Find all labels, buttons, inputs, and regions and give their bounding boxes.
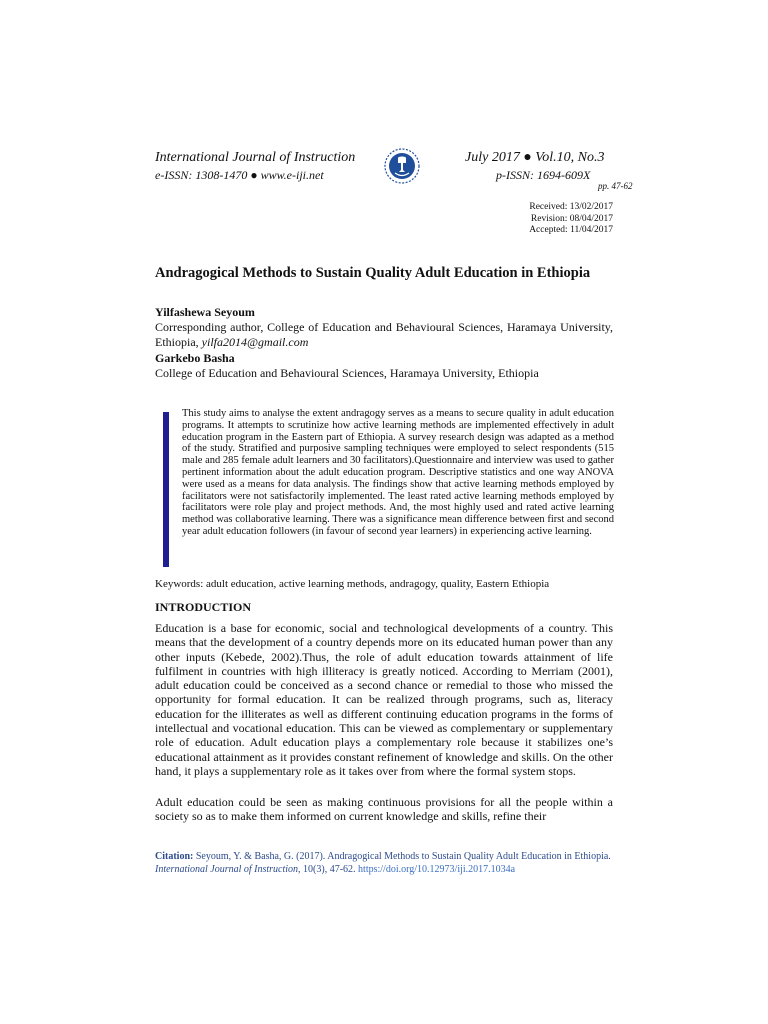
citation-volume: , 10(3), 47-62. bbox=[298, 863, 359, 875]
paper-title: Andragogical Methods to Sustain Quality Adult Education in Ethiopia bbox=[155, 265, 591, 281]
citation-text: Seyoum, Y. & Basha, G. (2017). Andragogical Methods to Sustain Quality Adult Education in Ethiopia. bbox=[193, 851, 611, 862]
journal-pissn: p-ISSN: 1694-609X bbox=[496, 168, 591, 182]
journal-title: International Journal of Instruction bbox=[155, 150, 356, 165]
body-paragraph: Education is a base for economic, social and technological developments of a country. This means that the development of a country depends more on its educated human power than any other inputs (Kebede, 2002).Thus, the role of adult education towards attainment of life fulfilment in countries with high illiteracy is greatly noticed. According to Merriam (2001), adult education could be conceived as a second chance or remedial to those who missed the opportunity for formal education. It can be realized through programs, such as, literacy education for the illiterates as well as different continuing education programs in the forms of intellectual and vocational education. This can be viewed as complementary or supplementary role of education. Adult education plays a complementary role because it stabilizes one’s educational attainment as it provides constant refinement of knowledge and skills. On the other hand, it plays a supplementary role as it takes over from where the formal system stops. bbox=[155, 621, 613, 778]
author-affiliation: College of Education and Behavioural Sciences, Haramaya University, Ethiopia bbox=[155, 366, 539, 380]
citation-doi-link[interactable]: https://doi.org/10.12973/iji.2017.1034a bbox=[358, 863, 516, 875]
author-block-1 bbox=[155, 305, 613, 350]
citation bbox=[155, 851, 615, 876]
citation-label: Citation: bbox=[155, 851, 194, 862]
journal-pages: pp. 47-62 bbox=[598, 181, 633, 191]
author-email[interactable]: yilfa2014@gmail.com bbox=[201, 335, 309, 349]
received-date: Received: 13/02/2017 bbox=[529, 202, 613, 212]
journal-logo-icon bbox=[384, 148, 420, 184]
author-name: Yilfashewa Seyoum bbox=[155, 305, 255, 319]
journal-issue: July 2017 ● Vol.10, No.3 bbox=[465, 150, 605, 165]
keywords: Keywords: adult education, active learning methods, andragogy, quality, Eastern Ethiopia bbox=[155, 578, 550, 590]
abstract-text: This study aims to analyse the extent andragogy serves as a means to secure quality in adult education programs. It attempts to scrutinize how active learning methods are implemented effectively in adult education program in the Eastern part of Ethiopia. A survey research design was adapted as a method of the study. Stratified and purposive sampling techniques were employed to select respondents (515 male and 285 female adult learners and 30 facilitators).Questionnaire and interview was used to gather pertinent information about the adult education program. Descriptive statistics and one way ANOVA were used as a means for data analysis. The findings show that active learning methods employed by facilitators were not satisfactorily implemented. The least rated active learning methods employed by facilitators were role play and project methods. And, the most highly used and rated active learning method was collaborative learning. There was a significance mean difference between first and second year adult education followers (in favour of second year learners) in experiencing active learning. bbox=[182, 408, 614, 537]
revision-date: Revision: 08/04/2017 bbox=[530, 213, 613, 224]
journal-eissn: e-ISSN: 1308-1470 ● www.e-iji.net bbox=[155, 168, 324, 182]
author-affiliation: Corresponding author, College of Education and Behavioural Sciences, Haramaya University, Ethiopia, yilfa2014@gmail.com bbox=[155, 320, 613, 349]
abstract-side-bar bbox=[163, 412, 169, 567]
submission-dates bbox=[529, 202, 613, 237]
author-name: Garkebo Basha bbox=[155, 351, 235, 365]
author-block-2 bbox=[155, 351, 613, 381]
section-heading: INTRODUCTION bbox=[155, 600, 252, 614]
accepted-date: Accepted: 11/04/2017 bbox=[529, 225, 613, 235]
body-paragraph: Adult education could be seen as making continuous provisions for all the people within a society so as to make them informed on current knowledge and skills, refine their bbox=[155, 795, 613, 824]
citation-journal: International Journal of Instruction bbox=[155, 863, 299, 875]
